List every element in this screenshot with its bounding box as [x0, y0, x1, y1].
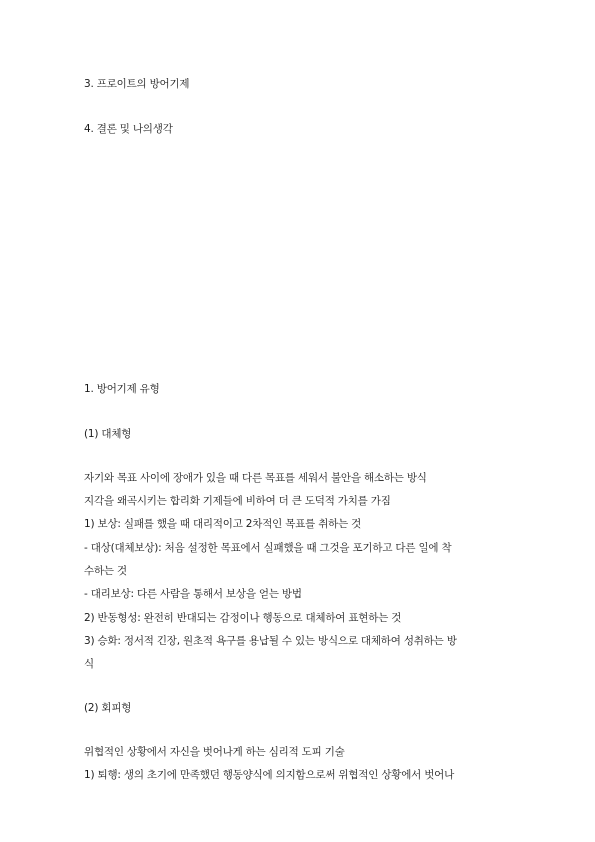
paragraph-line: - 대리보상: 다른 사람을 통해서 보상을 얻는 방법 — [84, 588, 302, 600]
paragraph-line: 3) 승화: 정서적 긴장, 원초적 욕구를 용납될 수 있는 방식으로 대체하여 성취하는 방 — [84, 635, 457, 647]
paragraph-line: 위협적인 상황에서 자신을 벗어나게 하는 심리적 도피 기술 — [84, 746, 345, 758]
paragraph-line: 지각을 왜곡시키는 합리화 기제들에 비하여 더 큰 도덕적 가치를 가짐 — [84, 495, 391, 507]
paragraph-line: 1) 퇴행: 생의 초기에 만족했던 행동양식에 의지함으로써 위협적인 상황에서 벗어나 — [84, 769, 455, 781]
paragraph-line: 자기와 목표 사이에 장애가 있을 때 다른 목표를 세워서 불안을 해소하는 방식 — [84, 472, 427, 484]
paragraph-line: 2) 반동형성: 완전히 반대되는 감정이나 행동으로 대체하여 표현하는 것 — [84, 612, 402, 624]
toc-item-3: 3. 프로이트의 방어기제 — [84, 78, 190, 90]
paragraph-line: 수하는 것 — [84, 565, 127, 577]
subsection-2-heading: (2) 회피형 — [84, 702, 132, 714]
paragraph-line: 식 — [84, 658, 94, 670]
paragraph-line: 1) 보상: 실패를 했을 때 대리적이고 2차적인 목표를 취하는 것 — [84, 518, 362, 530]
toc-item-4: 4. 결론 및 나의생각 — [84, 123, 173, 135]
section-1-heading: 1. 방어기제 유형 — [84, 383, 160, 395]
paragraph-line: - 대상(대체보상): 처음 설정한 목표에서 실패했을 때 그것을 포기하고 다른 일에 착 — [84, 542, 452, 554]
subsection-1-heading: (1) 대체형 — [84, 428, 132, 440]
